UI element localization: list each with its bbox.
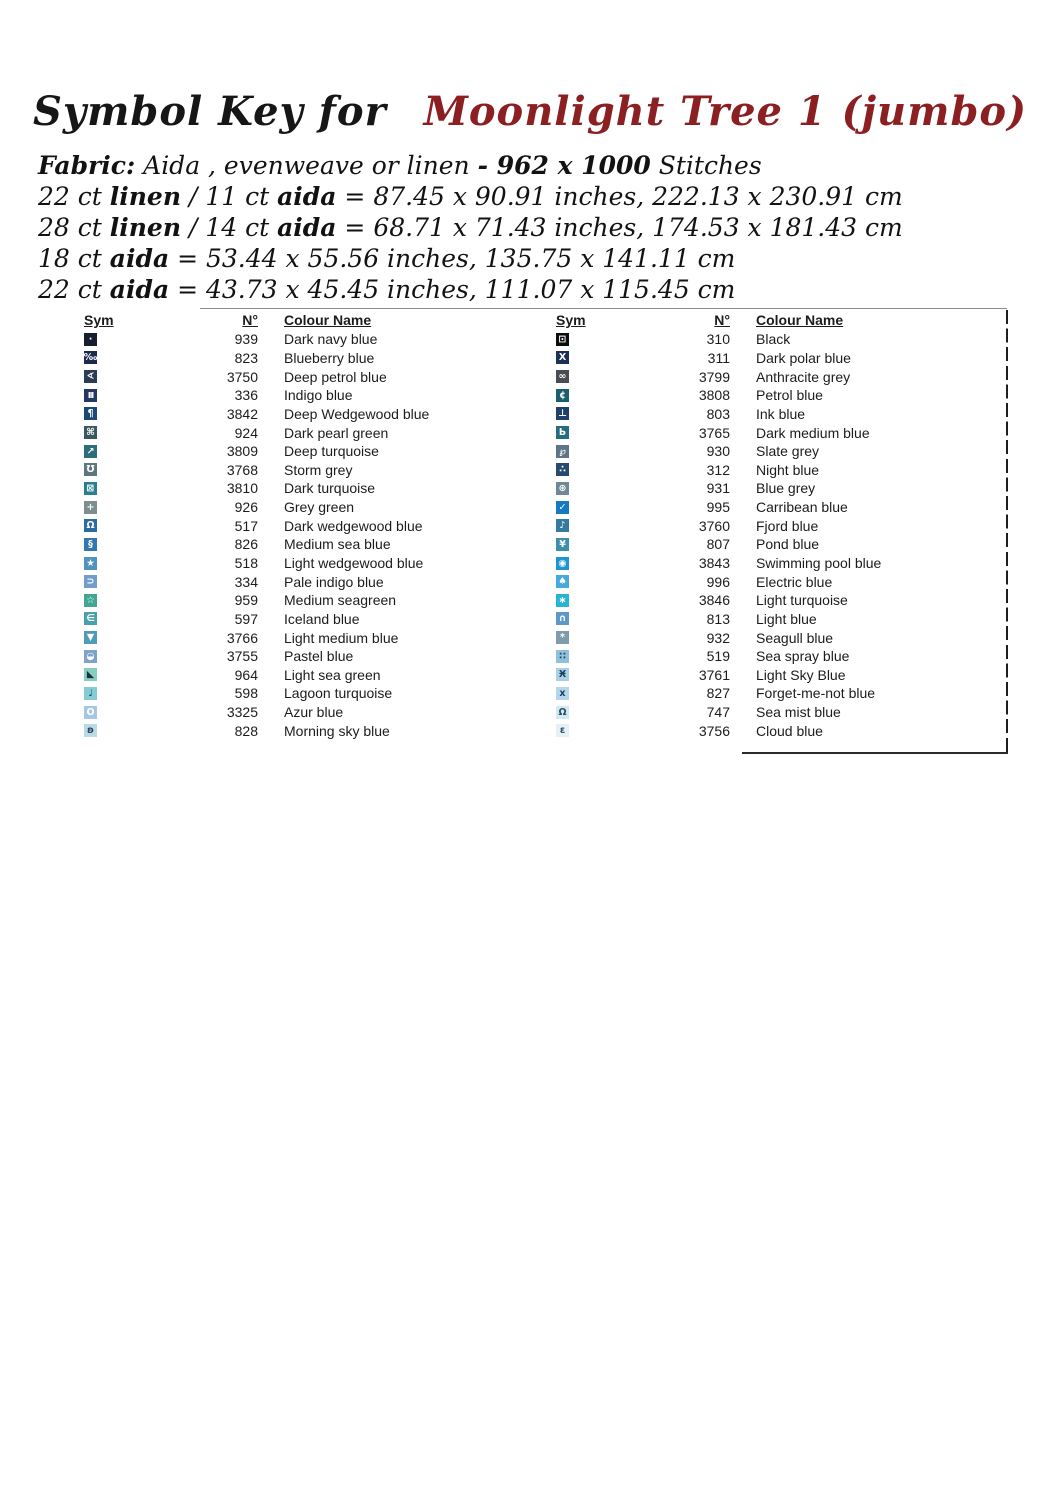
stitch-symbol-swatch: ★ (84, 557, 97, 570)
stitch-symbol-swatch: ♩ (84, 687, 97, 700)
stitch-symbol-swatch: X (556, 351, 569, 364)
legend-row (84, 721, 534, 740)
colour-name: Electric blue (756, 573, 833, 590)
stitch-symbol-swatch: ∴ (556, 463, 569, 476)
symbol-cell (84, 333, 106, 346)
thread-number: 996 (706, 573, 730, 590)
stitch-symbol-swatch: ◉ (556, 557, 569, 570)
legend-row (84, 516, 534, 535)
header-sym: Sym (84, 312, 114, 328)
symbol-cell (84, 482, 106, 495)
stitch-symbol-swatch: x (556, 687, 569, 700)
legend-row (556, 479, 1006, 498)
colour-name: Sea spray blue (756, 648, 850, 665)
thread-number: 519 (706, 648, 730, 665)
stitch-symbol-swatch: ε (556, 724, 569, 737)
symbol-cell (84, 706, 106, 719)
colour-name: Light medium blue (284, 629, 399, 646)
thread-number: 3809 (226, 443, 258, 460)
symbol-cell (84, 557, 106, 570)
symbol-cell (556, 631, 578, 644)
symbol-cell (84, 668, 106, 681)
colour-name: Anthracite grey (756, 368, 851, 385)
legend-row (84, 367, 534, 386)
stitch-symbol-swatch: Ӿ (556, 668, 569, 681)
header-sym: Sym (556, 312, 586, 328)
stitch-symbol-swatch: ¶ (84, 407, 97, 420)
legend-row (84, 442, 534, 461)
legend-row (84, 554, 534, 573)
fabric-text-segment: aida (277, 182, 337, 211)
colour-name: Blueberry blue (284, 349, 375, 366)
stitch-symbol-swatch: ⊃ (84, 575, 97, 588)
thread-number: 3761 (698, 666, 730, 683)
stitch-symbol-swatch: ∞ (556, 370, 569, 383)
stitch-symbol-swatch: ℘ (556, 445, 569, 458)
stitch-symbol-swatch: ⊡ (556, 333, 569, 346)
colour-name: Dark wedgewood blue (284, 517, 423, 534)
table-border-top (200, 308, 1007, 309)
legend-header-row (556, 310, 1006, 330)
fabric-text-segment: = 68.71 x 71.43 inches, 174.53 x 181.43 cm (336, 213, 903, 242)
stitch-symbol-swatch: ‰ (83, 352, 98, 364)
thread-number: 312 (706, 461, 730, 478)
legend-row (84, 572, 534, 591)
legend-row (556, 554, 1006, 573)
colour-name: Slate grey (756, 443, 820, 460)
stitch-symbol-swatch: ◣ (84, 668, 97, 681)
thread-number: 924 (234, 424, 258, 441)
thread-number: 3765 (698, 424, 730, 441)
header-number: N° (242, 312, 258, 328)
thread-number: 3799 (698, 368, 730, 385)
stitch-symbol-swatch: * (556, 631, 569, 644)
stitch-symbol-swatch: ∷ (556, 650, 569, 663)
thread-number: 827 (706, 685, 730, 702)
stitch-symbol-swatch: ⊠ (84, 482, 97, 495)
symbol-cell (556, 594, 578, 607)
fabric-text-segment: aida (109, 244, 170, 273)
symbol-cell (84, 389, 106, 402)
symbol-cell (84, 650, 106, 663)
fabric-text-segment: aida (277, 213, 337, 242)
legend-row (84, 684, 534, 703)
symbol-cell (556, 668, 578, 681)
symbol-cell (556, 519, 578, 532)
fabric-text-segment: / 14 ct (181, 213, 278, 242)
legend-row (556, 516, 1006, 535)
fabric-text-segment: = 87.45 x 90.91 inches, 222.13 x 230.91 cm (336, 182, 903, 211)
legend-row (84, 703, 534, 722)
stitch-symbol-swatch: ʚ (84, 724, 97, 737)
stitch-symbol-swatch: ∢ (84, 370, 97, 383)
symbol-cell (556, 687, 578, 700)
stitch-symbol-swatch: ☆ (84, 594, 97, 607)
thread-number: 3768 (226, 461, 258, 478)
thread-number: 311 (707, 349, 730, 366)
legend-row (556, 405, 1006, 424)
symbol-cell (84, 445, 106, 458)
fabric-text-segment: 18 ct (38, 244, 110, 273)
thread-number: 3750 (226, 368, 258, 385)
symbol-cell (84, 407, 106, 420)
fabric-text-segment: 28 ct (38, 213, 110, 242)
legend-row (84, 628, 534, 647)
fabric-text-segment: = 53.44 x 55.56 inches, 135.75 x 141.11 cm (169, 244, 736, 273)
thread-number: 3766 (226, 629, 258, 646)
stitch-symbol-swatch: ▼ (84, 631, 97, 644)
legend-row (84, 405, 534, 424)
colour-name: Dark polar blue (756, 349, 851, 366)
thread-number: 334 (234, 573, 258, 590)
thread-number: 3842 (226, 405, 258, 422)
legend-row (556, 423, 1006, 442)
symbol-cell (556, 463, 578, 476)
colour-name: Medium sea blue (284, 536, 391, 553)
legend-row (556, 498, 1006, 517)
symbol-cell (556, 351, 578, 364)
thread-number: 598 (234, 685, 258, 702)
symbol-cell (84, 612, 106, 625)
symbol-cell (556, 407, 578, 420)
stitch-symbol-swatch: ◒ (84, 650, 97, 663)
colour-name: Cloud blue (756, 722, 823, 739)
stitch-symbol-swatch: ∩ (556, 612, 569, 625)
fabric-text-segment: Fabric: (38, 151, 136, 180)
colour-name: Carribean blue (756, 499, 848, 516)
colour-name: Deep turquoise (284, 443, 379, 460)
legend-row (84, 535, 534, 554)
legend-row (556, 591, 1006, 610)
legend-row (556, 386, 1006, 405)
thread-number: 336 (234, 387, 258, 404)
colour-name: Medium seagreen (284, 592, 397, 609)
stitch-symbol-swatch: ∈ (84, 612, 97, 625)
thread-number: 823 (234, 349, 258, 366)
fabric-line (38, 274, 1028, 305)
stitch-symbol-swatch: III (84, 389, 97, 402)
stitch-symbol-swatch: ♠ (556, 575, 569, 588)
legend-row (556, 367, 1006, 386)
stitch-symbol-swatch: ¥ (556, 538, 569, 551)
legend-row (556, 647, 1006, 666)
thread-number: 926 (234, 499, 258, 516)
colour-name: Dark pearl green (284, 424, 389, 441)
thread-number: 3755 (226, 648, 258, 665)
symbol-table-left (84, 310, 534, 740)
colour-name: Night blue (756, 461, 820, 478)
legend-row (556, 330, 1006, 349)
symbol-cell (84, 724, 106, 737)
symbol-cell (84, 463, 106, 476)
colour-name: Pastel blue (284, 648, 354, 665)
colour-name: Light Sky Blue (756, 666, 846, 683)
fabric-text-segment: 22 ct (38, 182, 110, 211)
symbol-cell (556, 333, 578, 346)
colour-name: Blue grey (756, 480, 816, 497)
legend-row (84, 647, 534, 666)
stitch-symbol-swatch: ⊥ (556, 407, 569, 420)
colour-name: Deep petrol blue (284, 368, 387, 385)
colour-name: Iceland blue (284, 610, 360, 627)
header-colour-name: Colour Name (756, 312, 844, 328)
legend-row (84, 591, 534, 610)
fabric-text-segment: 22 ct (38, 275, 110, 304)
symbol-cell (556, 445, 578, 458)
legend-row (556, 703, 1006, 722)
thread-number: 939 (234, 331, 258, 348)
fabric-line (38, 243, 1028, 274)
colour-name: Black (756, 331, 791, 348)
colour-name: Dark turquoise (284, 480, 376, 497)
thread-number: 930 (706, 443, 730, 460)
thread-number: 310 (706, 331, 730, 348)
title-prefix: Symbol Key for (32, 88, 387, 135)
legend-row (84, 666, 534, 685)
thread-number: 964 (234, 666, 258, 683)
legend-row (84, 610, 534, 629)
legend-row (84, 386, 534, 405)
thread-number: 828 (234, 722, 258, 739)
fabric-text-segment: aida (109, 275, 170, 304)
stitch-symbol-swatch: ⌘ (84, 426, 97, 439)
legend-row (556, 535, 1006, 554)
thread-number: 931 (706, 480, 730, 497)
legend-row (84, 479, 534, 498)
legend-row (556, 349, 1006, 368)
thread-number: 3808 (698, 387, 730, 404)
legend-row (84, 460, 534, 479)
colour-name: Petrol blue (756, 387, 823, 404)
fabric-text-segment: linen (109, 213, 182, 242)
symbol-table-right (556, 310, 1006, 740)
colour-name: Pond blue (756, 536, 820, 553)
colour-name: Storm grey (284, 461, 353, 478)
stitch-symbol-swatch: Ω (84, 519, 97, 532)
fabric-text-segment: - 962 x 1000 (477, 151, 651, 180)
colour-name: Light blue (756, 610, 817, 627)
header-number: N° (714, 312, 730, 328)
colour-name: Sea mist blue (756, 704, 841, 721)
thread-number: 959 (234, 592, 258, 609)
colour-name: Azur blue (284, 704, 344, 721)
symbol-cell (556, 557, 578, 570)
page-title (0, 88, 1060, 135)
symbol-cell (556, 612, 578, 625)
thread-number: 3846 (698, 592, 730, 609)
symbol-cell (556, 501, 578, 514)
symbol-cell (556, 370, 578, 383)
colour-name: Indigo blue (284, 387, 353, 404)
legend-row (556, 628, 1006, 647)
symbol-cell (556, 575, 578, 588)
colour-name: Morning sky blue (284, 722, 390, 739)
legend-header-row (84, 310, 534, 330)
symbol-cell (84, 426, 106, 439)
colour-name: Grey green (284, 499, 355, 516)
header-colour-name: Colour Name (284, 312, 372, 328)
stitch-symbol-swatch: § (84, 538, 97, 551)
thread-number: 517 (234, 517, 258, 534)
stitch-symbol-swatch: ¢ (556, 389, 569, 402)
colour-name: Swimming pool blue (756, 555, 882, 571)
stitch-symbol-swatch: ↗ (84, 445, 97, 458)
legend-row (556, 442, 1006, 461)
symbol-cell (84, 575, 106, 588)
symbol-cell (556, 482, 578, 495)
table-border-bottom (742, 752, 1008, 754)
colour-name: Light wedgewood blue (284, 555, 424, 571)
colour-name: Pale indigo blue (284, 573, 384, 590)
symbol-cell (84, 501, 106, 514)
thread-number: 597 (234, 610, 258, 627)
stitch-symbol-swatch: ⊛ (556, 482, 569, 495)
legend-row (556, 610, 1006, 629)
symbol-cell (556, 426, 578, 439)
thread-number: 807 (706, 536, 730, 553)
fabric-line (38, 181, 1028, 212)
thread-number: 995 (706, 499, 730, 516)
symbol-cell (556, 389, 578, 402)
symbol-cell (84, 594, 106, 607)
title-project-name: Moonlight Tree 1 (jumbo) (423, 88, 1028, 135)
thread-number: 826 (234, 536, 258, 553)
thread-number: 813 (706, 610, 730, 627)
thread-number: 3810 (226, 480, 258, 497)
legend-row (556, 666, 1006, 685)
symbol-cell (84, 538, 106, 551)
legend-row (84, 423, 534, 442)
stitch-symbol-swatch: Ω (556, 706, 569, 719)
thread-number: 932 (706, 629, 730, 646)
legend-row (84, 330, 534, 349)
legend-row (84, 349, 534, 368)
symbol-cell (84, 370, 106, 383)
legend-row (556, 460, 1006, 479)
stitch-symbol-swatch: Ʊ (84, 463, 97, 476)
legend-row (556, 572, 1006, 591)
symbol-cell (556, 538, 578, 551)
colour-name: Light turquoise (756, 592, 848, 609)
stitch-symbol-swatch: ♪ (556, 519, 569, 532)
thread-number: 3756 (698, 722, 730, 739)
symbol-cell (556, 650, 578, 663)
symbol-cell (84, 519, 106, 532)
table-border-right (1006, 310, 1008, 753)
colour-name: Fjord blue (756, 517, 819, 534)
symbol-cell (84, 687, 106, 700)
thread-number: 518 (234, 555, 258, 571)
legend-row (84, 498, 534, 517)
fabric-line (38, 150, 1028, 181)
symbol-cell (84, 631, 106, 644)
legend-row (556, 721, 1006, 740)
fabric-text-segment: linen (109, 182, 182, 211)
stitch-symbol-swatch: · (84, 333, 97, 346)
fabric-line (38, 212, 1028, 243)
thread-number: 3760 (698, 517, 730, 534)
thread-number: 803 (706, 405, 730, 422)
stitch-symbol-swatch: ∗ (556, 594, 569, 607)
colour-name: Forget-me-not blue (756, 685, 876, 702)
fabric-text-segment: / 11 ct (181, 182, 278, 211)
thread-number: 747 (706, 704, 730, 721)
fabric-text-segment: Aida , evenweave or linen (135, 151, 478, 180)
colour-name: Ink blue (756, 405, 806, 422)
fabric-text-segment: Stitches (650, 151, 762, 180)
colour-name: Dark navy blue (284, 331, 378, 348)
legend-row (556, 684, 1006, 703)
colour-name: Seagull blue (756, 629, 834, 646)
fabric-info-block (38, 150, 1028, 305)
thread-number: 3843 (698, 555, 730, 571)
colour-name: Light sea green (284, 666, 381, 683)
colour-name: Dark medium blue (756, 424, 870, 441)
colour-name: Deep Wedgewood blue (284, 405, 430, 422)
colour-name: Lagoon turquoise (284, 685, 393, 702)
stitch-symbol-swatch: Ь (556, 426, 569, 439)
thread-number: 3325 (226, 704, 258, 721)
stitch-symbol-swatch: O (84, 706, 97, 719)
stitch-symbol-swatch: + (84, 501, 97, 514)
stitch-symbol-swatch: ✓ (556, 501, 569, 514)
symbol-cell (556, 724, 578, 737)
symbol-cell (84, 351, 106, 364)
symbol-cell (556, 706, 578, 719)
fabric-text-segment: = 43.73 x 45.45 inches, 111.07 x 115.45 cm (169, 275, 736, 304)
